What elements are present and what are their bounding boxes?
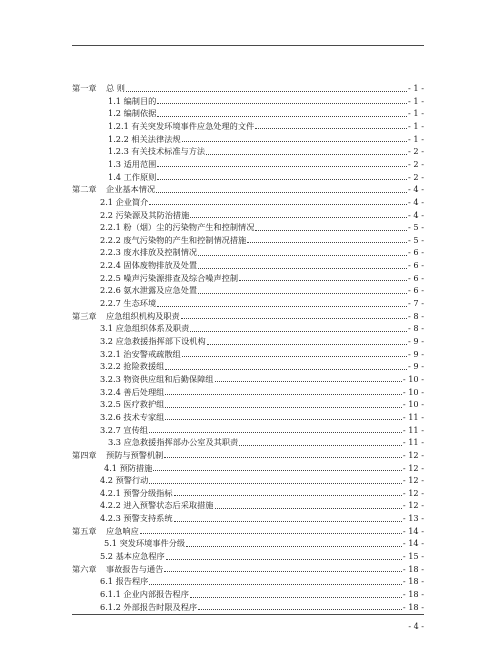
toc-entry[interactable] xyxy=(72,322,424,335)
toc-entry-title: 6.1.2 外部报告时限及程序 xyxy=(100,601,198,612)
toc-entry[interactable] xyxy=(72,386,424,399)
toc-page-number: - 18 - xyxy=(402,576,424,587)
toc-entry[interactable] xyxy=(72,360,424,373)
toc-entry-title: 2.2.2 废气污染物的产生和控制情况措施 xyxy=(100,234,247,245)
dot-leader xyxy=(198,255,407,256)
toc-entry[interactable] xyxy=(72,601,424,614)
toc-page-number: - 1 - xyxy=(408,95,424,106)
page-number: - 4 - xyxy=(408,622,424,631)
toc-entry-title: 应急组织机构及职责 xyxy=(106,310,180,321)
toc-page-number: - 1 - xyxy=(408,120,424,131)
toc-page-number: - 4 - xyxy=(408,196,424,207)
toc-page-number: - 18 - xyxy=(402,563,424,574)
toc-entry-title: 2.2.6 氨水泄露及应急处置 xyxy=(100,285,198,296)
dot-leader xyxy=(149,584,401,585)
toc-entry[interactable] xyxy=(72,183,424,196)
toc-entry[interactable] xyxy=(72,487,424,500)
toc-page-number: - 14 - xyxy=(402,525,424,536)
toc-page-number: - 7 - xyxy=(408,298,424,309)
toc-page-number: - 9 - xyxy=(408,361,424,372)
toc-entry-title: 1.2.2 相关法律法规 xyxy=(108,133,181,144)
toc-entry-title: 2.2.5 噪声污染源排查及综合噪声控制 xyxy=(100,272,239,283)
toc-entry-title: 4.2.3 预警支持系统 xyxy=(100,513,173,524)
toc-entry[interactable] xyxy=(72,335,424,348)
dot-leader xyxy=(255,230,407,231)
toc-entry[interactable] xyxy=(72,550,424,563)
toc-entry[interactable] xyxy=(72,436,424,449)
toc-page-number: - 4 - xyxy=(408,209,424,220)
toc-entry-title: 3.1 应急组织体系及职责 xyxy=(100,323,190,334)
dot-leader xyxy=(206,154,407,155)
toc-page-number: - 9 - xyxy=(408,348,424,359)
toc-page-number: - 1 - xyxy=(408,83,424,93)
toc-entry-title: 3.2.7 宣传组 xyxy=(100,424,148,435)
toc-entry-title: 3.2.2 抢险救援组 xyxy=(100,361,165,372)
dot-leader xyxy=(166,559,402,560)
toc-entry[interactable] xyxy=(72,196,424,209)
toc-page-number: - 9 - xyxy=(408,336,424,346)
toc-entry[interactable] xyxy=(72,107,424,120)
toc-entry-title: 5.1 突发环境事件分级 xyxy=(104,538,186,549)
toc-entry[interactable] xyxy=(72,512,424,525)
dot-leader xyxy=(181,318,407,319)
toc-entry-title: 2.2.3 废水排放及控制情况 xyxy=(100,247,198,258)
toc-entry[interactable] xyxy=(72,310,424,323)
toc-entry[interactable] xyxy=(72,272,424,285)
toc-entry[interactable] xyxy=(72,82,424,95)
toc-chapter-label: 第一章 xyxy=(72,83,97,93)
dot-leader xyxy=(157,179,407,180)
dot-leader xyxy=(157,116,407,117)
toc-page-number: - 18 - xyxy=(402,589,424,599)
dot-leader xyxy=(198,268,407,269)
toc-entry-title: 2.1 企业简介 xyxy=(100,196,149,207)
toc-entry-title: 3.3 应急救援指挥部办公室及其职责 xyxy=(108,437,239,448)
dot-leader xyxy=(207,344,407,345)
toc-entry-title: 2.2.7 生态环境 xyxy=(100,298,157,309)
toc-page-number: - 11 - xyxy=(402,437,424,448)
toc-page-number: - 6 - xyxy=(408,285,424,296)
toc-entry-title: 1.4 工作原则 xyxy=(108,171,157,182)
dot-leader xyxy=(186,546,402,547)
toc-entry-title: 2.2.1 粉（烟）尘的污染物产生和控制情况 xyxy=(100,222,255,233)
toc-entry[interactable] xyxy=(72,284,424,297)
toc-entry-title: 3.2 应急救援指挥部下设机构 xyxy=(100,336,206,346)
toc-chapter-label: 第五章 xyxy=(72,525,97,536)
toc-entry[interactable] xyxy=(72,474,424,487)
toc-page-number: - 5 - xyxy=(408,222,424,233)
toc-entry-title: 企业基本情况 xyxy=(106,184,156,195)
toc-page-number: - 15 - xyxy=(402,551,424,562)
toc-entry[interactable] xyxy=(72,588,424,601)
toc-entry-title: 3.2.5 医疗救护组 xyxy=(100,399,165,410)
toc-entry[interactable] xyxy=(72,171,424,184)
toc-entry-title: 预防与预警机制 xyxy=(106,449,164,460)
toc-entry-title: 事故报告与通告 xyxy=(106,563,164,574)
toc-page-number: - 11 - xyxy=(402,411,424,422)
toc-entry[interactable] xyxy=(72,221,424,234)
toc-page-number: - 11 - xyxy=(402,424,424,435)
toc-entry-title: 3.2.4 善后处理组 xyxy=(100,386,165,397)
toc-entry[interactable] xyxy=(72,398,424,411)
toc-entry-title: 4.2.1 预警分级指标 xyxy=(100,487,173,498)
dot-leader xyxy=(156,192,407,193)
dot-leader xyxy=(157,103,407,104)
dot-leader xyxy=(165,419,401,420)
dot-leader xyxy=(165,407,401,408)
toc-page-number: - 1 - xyxy=(408,133,424,144)
dot-leader xyxy=(174,495,402,496)
toc-entry[interactable] xyxy=(72,373,424,386)
toc-entry-title: 1.3 适用范围 xyxy=(108,158,157,169)
toc-page-number: - 12 - xyxy=(402,449,424,460)
toc-entry[interactable] xyxy=(72,95,424,108)
dot-leader xyxy=(165,394,401,395)
toc-entry-title: 4.1 预防措施 xyxy=(104,462,153,473)
toc-entry[interactable] xyxy=(72,348,424,361)
toc-entry-title: 1.2 编制依据 xyxy=(108,108,157,119)
toc-entry-title: 1.2.3 有关技术标准与方法 xyxy=(108,146,206,157)
toc-page-number: - 6 - xyxy=(408,260,424,271)
toc-entry-title: 5.2 基本应急程序 xyxy=(100,551,165,562)
toc-entry[interactable] xyxy=(72,411,424,424)
toc-entry-title: 2.2 污染源及其防治措施 xyxy=(100,209,190,220)
dot-leader xyxy=(239,445,402,446)
toc-entry[interactable] xyxy=(72,120,424,133)
toc-entry[interactable] xyxy=(72,563,424,576)
toc-entry-title: 1.2.1 有关突发环境事件应急处理的文件 xyxy=(108,120,255,131)
toc-page-number: - 6 - xyxy=(408,247,424,258)
toc-page-number: - 1 - xyxy=(408,108,424,119)
dot-leader xyxy=(164,571,402,572)
toc-entry[interactable] xyxy=(72,525,424,538)
dot-leader xyxy=(149,483,401,484)
toc-page-number: - 12 - xyxy=(402,487,424,498)
toc-entry-title: 3.2.6 技术专家组 xyxy=(100,411,165,422)
toc-page-number: - 10 - xyxy=(402,386,424,397)
dot-leader xyxy=(215,381,402,382)
dot-leader xyxy=(182,141,407,142)
toc-page-number: - 12 - xyxy=(402,475,424,486)
toc-entry[interactable] xyxy=(72,499,424,512)
toc-chapter-label: 第三章 xyxy=(72,310,97,321)
dot-leader xyxy=(198,293,407,294)
toc-page-number: - 12 - xyxy=(402,500,424,511)
dot-leader xyxy=(165,369,407,370)
dot-leader xyxy=(190,217,407,218)
dot-leader xyxy=(198,609,402,610)
dot-leader xyxy=(157,166,407,167)
dot-leader xyxy=(190,331,407,332)
toc-page-number: - 2 - xyxy=(408,171,424,182)
toc-entry-title: 3.2.1 治安警戒疏散组 xyxy=(100,348,181,359)
toc-entry-title: 3.2.3 物资供应组和后勤保障组 xyxy=(100,373,214,384)
toc-page-number: - 14 - xyxy=(402,538,424,549)
dot-leader xyxy=(215,508,402,509)
toc-page-number: - 2 - xyxy=(408,146,424,157)
dot-leader xyxy=(174,521,402,522)
dot-leader xyxy=(164,457,402,458)
dot-leader xyxy=(182,356,407,357)
toc-entry[interactable] xyxy=(72,158,424,171)
toc-page-number: - 8 - xyxy=(408,310,424,321)
toc-page-number: - 10 - xyxy=(402,399,424,410)
toc-entry[interactable] xyxy=(72,246,424,259)
toc-entry-title: 总 则 xyxy=(106,83,125,93)
toc-page-number: - 2 - xyxy=(408,158,424,169)
toc-entry-title: 4.2 预警行动 xyxy=(100,475,149,486)
toc-entry-title: 1.1 编制目的 xyxy=(108,95,157,106)
toc-entry[interactable] xyxy=(72,209,424,222)
toc-entry-title: 4.2.2 进入预警状态后采取措施 xyxy=(100,500,214,511)
toc-entry[interactable] xyxy=(72,259,424,272)
toc-page-number: - 18 - xyxy=(402,601,424,612)
toc-chapter-label: 第四章 xyxy=(72,449,97,460)
toc-page-number: - 6 - xyxy=(408,272,424,283)
toc-entry-title: 6.1.1 企业内部报告程序 xyxy=(100,589,189,599)
toc-entry[interactable] xyxy=(72,145,424,158)
toc-entry[interactable] xyxy=(72,575,424,588)
toc-entry[interactable] xyxy=(72,297,424,310)
dot-leader xyxy=(247,242,407,243)
toc-page-number: - 5 - xyxy=(408,234,424,245)
bottom-rule xyxy=(72,614,424,615)
toc-entry[interactable] xyxy=(72,537,424,550)
dot-leader xyxy=(153,470,401,471)
toc-page-number: - 4 - xyxy=(408,184,424,195)
toc-entry[interactable] xyxy=(72,424,424,437)
toc-page-number: - 10 - xyxy=(402,373,424,384)
dot-leader xyxy=(149,432,402,433)
toc-entry-title: 应急响应 xyxy=(106,525,139,536)
dot-leader xyxy=(157,306,407,307)
toc-entry[interactable] xyxy=(72,462,424,475)
dot-leader xyxy=(126,91,407,92)
dot-leader xyxy=(140,533,402,534)
toc-chapter-label: 第六章 xyxy=(72,563,97,574)
toc-entry-title: 6.1 报告程序 xyxy=(100,576,149,587)
toc-entry[interactable] xyxy=(72,449,424,462)
dot-leader xyxy=(149,204,407,205)
toc-page-number: - 8 - xyxy=(408,323,424,334)
dot-leader xyxy=(239,280,407,281)
toc-page-number: - 13 - xyxy=(402,513,424,524)
toc-chapter-label: 第二章 xyxy=(72,184,97,195)
toc-entry[interactable] xyxy=(72,234,424,247)
dot-leader xyxy=(255,128,407,129)
toc-entry-title: 2.2.4 固体废物排放及处置 xyxy=(100,260,198,271)
toc-entry[interactable] xyxy=(72,133,424,146)
dot-leader xyxy=(190,597,402,598)
toc-page-number: - 12 - xyxy=(402,462,424,473)
